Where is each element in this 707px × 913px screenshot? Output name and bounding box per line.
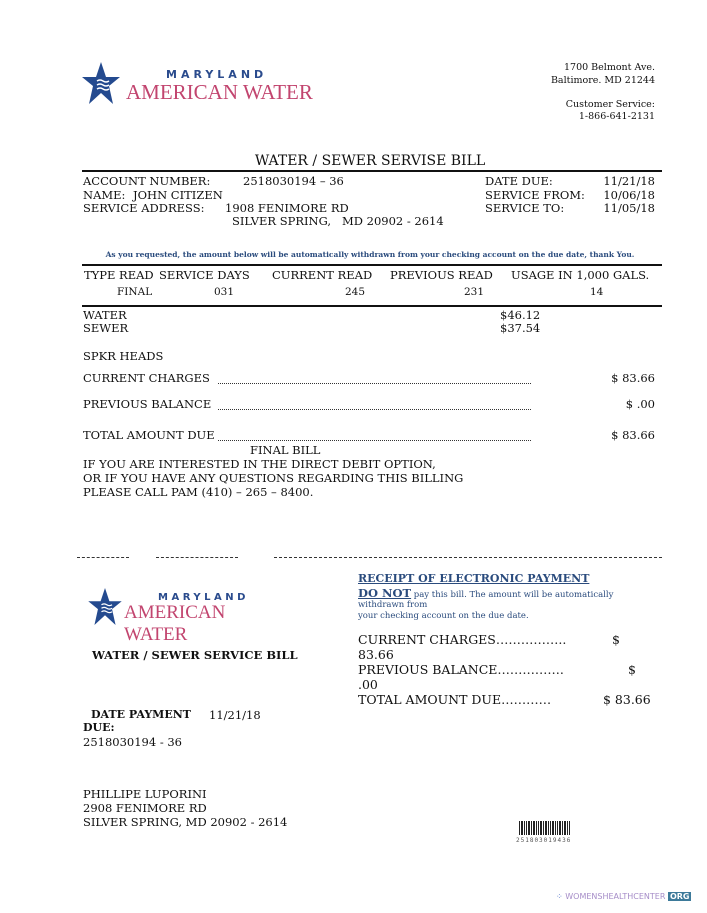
leader-dots <box>218 440 531 441</box>
stub-title: WATER / SEWER SERVICE BILL <box>92 648 298 662</box>
message-line-3: PLEASE CALL PAM (410) – 265 – 8400. <box>83 485 314 499</box>
stub-previous-dollar: $ <box>628 662 636 677</box>
water-label: WATER <box>83 308 127 322</box>
spkr-heads-label: SPKR HEADS <box>83 349 164 363</box>
current-charges-label: CURRENT CHARGES <box>83 371 210 385</box>
logo-american-water: AMERICAN WATER <box>124 602 226 645</box>
tear-line <box>156 557 238 558</box>
col-previous-read: PREVIOUS READ <box>390 268 493 282</box>
watermark-badge: ORG <box>669 892 690 901</box>
date-due-label: DATE DUE: <box>485 174 553 188</box>
logo-american-water: AMERICAN WATER <box>126 80 313 104</box>
mail-address-1: 2908 FENIMORE RD <box>83 801 207 815</box>
current-charges-value: $ 83.66 <box>611 371 655 385</box>
company-address-2: Baltimore. MD 21244 <box>550 75 655 86</box>
stub-total-due-label: TOTAL AMOUNT DUE………… <box>358 692 552 707</box>
date-payment-label-2: DUE: <box>83 721 115 734</box>
star-wave-icon <box>88 588 122 625</box>
auto-withdraw-notice: As you requested, the amount below will be automatically withdrawn from your checking account on the due date, thank You. <box>105 250 635 259</box>
service-to-label: SERVICE TO: <box>485 201 565 215</box>
stub-account-number: 2518030194 - 36 <box>83 735 182 749</box>
mail-name: PHILLIPE LUPORINI <box>83 787 207 801</box>
logo-maryland: MARYLAND <box>158 592 249 603</box>
message-line-2: OR IF YOU HAVE ANY QUESTIONS REGARDING THIS BILLING <box>83 471 464 485</box>
service-from-value: 10/06/18 <box>603 188 655 202</box>
col-type-read: TYPE READ <box>84 268 154 282</box>
leader-dots <box>218 409 531 410</box>
stub-current-charges-value: 83.66 <box>358 647 394 662</box>
name-label: NAME: <box>83 188 126 202</box>
customer-service-label: Customer Service: <box>565 99 655 110</box>
stub-current-dollar: $ <box>612 632 620 647</box>
receipt-text-1: pay this bill. The amount will be automatically <box>413 590 614 600</box>
sewer-label: SEWER <box>83 321 129 335</box>
tear-line <box>77 557 129 558</box>
message-line-1: IF YOU ARE INTERESTED IN THE DIRECT DEBIT OPTION, <box>83 457 436 471</box>
company-logo <box>82 62 322 108</box>
col-current-read: CURRENT READ <box>272 268 373 282</box>
stub-previous-balance-value: .00 <box>358 677 378 692</box>
do-not-label: DO NOT <box>358 586 412 600</box>
receipt-notice <box>358 586 613 600</box>
service-from-label: SERVICE FROM: <box>485 188 585 202</box>
stub-total-due-value: $ 83.66 <box>603 692 651 707</box>
sewer-value: $37.54 <box>500 321 541 335</box>
type-read-value: FINAL <box>117 286 153 298</box>
barcode-number: 251803019436 <box>516 837 572 844</box>
final-bill-label: FINAL BILL <box>250 443 321 457</box>
name-value: JOHN CITIZEN <box>133 188 223 202</box>
account-number-label: ACCOUNT NUMBER: <box>83 174 211 188</box>
tear-line <box>274 557 662 558</box>
receipt-title: RECEIPT OF ELECTRONIC PAYMENT <box>358 572 590 585</box>
watermark-text: WOMENSHEALTHCENTER <box>565 892 666 901</box>
total-due-label: TOTAL AMOUNT DUE <box>83 428 215 442</box>
service-address-label: SERVICE ADDRESS: <box>83 201 205 215</box>
service-address-line1: 1908 FENIMORE RD <box>225 201 349 215</box>
usage-value: 14 <box>590 286 604 298</box>
logo-maryland: MARYLAND <box>166 68 268 81</box>
star-wave-icon <box>82 62 120 104</box>
customer-service-phone: 1-866-641-2131 <box>578 111 655 122</box>
col-service-days: SERVICE DAYS <box>159 268 250 282</box>
company-address-1: 1700 Belmont Ave. <box>563 62 655 73</box>
receipt-text-2: withdrawn from <box>358 600 428 610</box>
divider <box>82 170 662 172</box>
service-address-line2: SILVER SPRING, MD 20902 - 2614 <box>232 214 444 228</box>
barcode <box>519 821 570 835</box>
divider <box>82 264 662 266</box>
current-read-value: 245 <box>345 286 366 298</box>
divider <box>82 305 662 307</box>
previous-read-value: 231 <box>464 286 485 298</box>
col-usage: USAGE IN 1,000 GALS. <box>511 268 650 282</box>
leader-dots <box>218 383 531 384</box>
dots-icon: ⁘ <box>556 892 563 901</box>
date-due-value: 11/21/18 <box>603 174 655 188</box>
stub-current-charges-label: CURRENT CHARGES…………….. <box>358 632 567 647</box>
stub-previous-balance-label: PREVIOUS BALANCE……………. <box>358 662 564 677</box>
previous-balance-label: PREVIOUS BALANCE <box>83 397 212 411</box>
date-payment-label: DATE PAYMENT <box>91 708 191 721</box>
receipt-text-3: your checking account on the due date. <box>358 611 529 621</box>
service-days-value: 031 <box>214 286 235 298</box>
previous-balance-value: $ .00 <box>625 397 655 411</box>
service-to-value: 11/05/18 <box>603 201 655 215</box>
mail-address-2: SILVER SPRING, MD 20902 - 2614 <box>83 815 288 829</box>
water-value: $46.12 <box>500 308 541 322</box>
stub-company-logo <box>88 588 288 645</box>
account-number-value: 2518030194 – 36 <box>243 174 344 188</box>
bill-title: WATER / SEWER SERVISE BILL <box>254 153 486 169</box>
total-due-value: $ 83.66 <box>611 428 655 442</box>
date-payment-value: 11/21/18 <box>209 708 261 722</box>
watermark <box>556 892 691 901</box>
